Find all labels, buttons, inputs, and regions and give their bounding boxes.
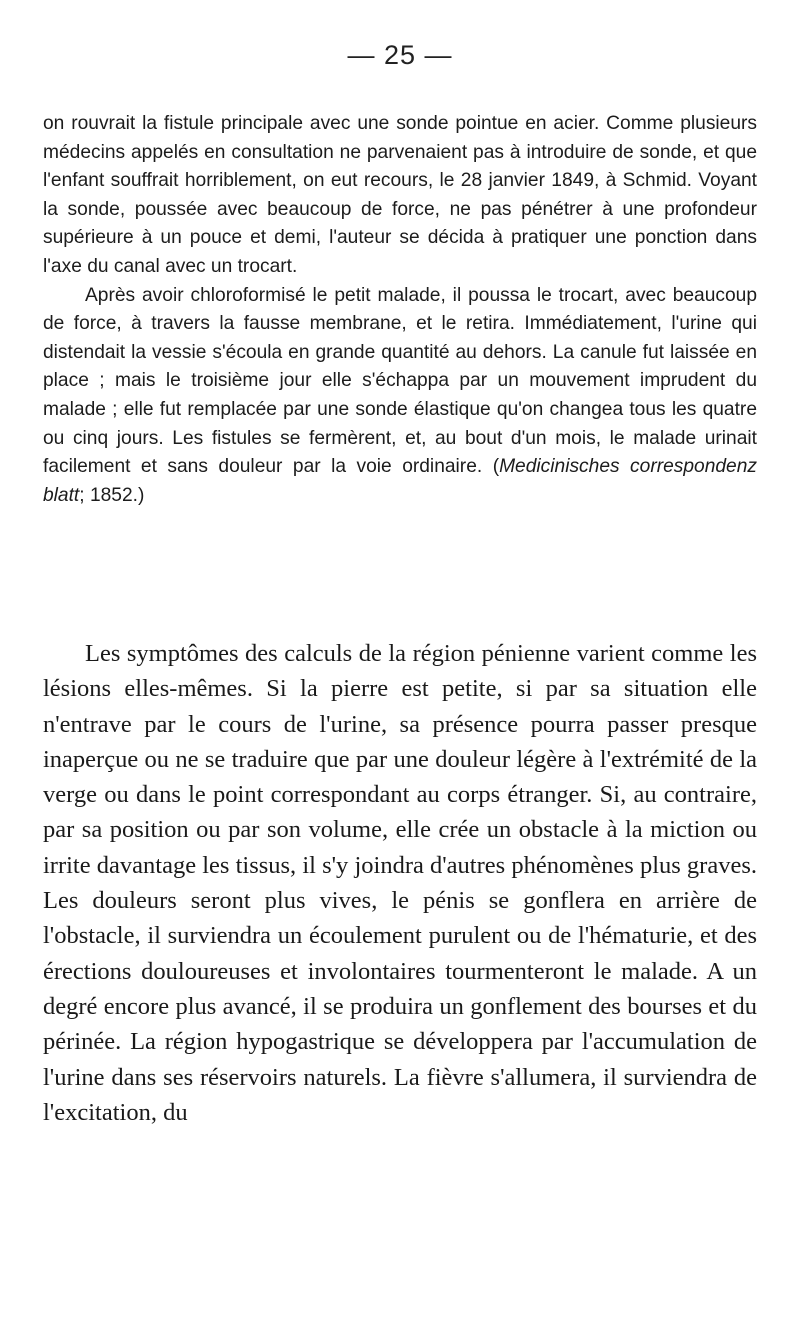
case-report-paragraph-2 [43,282,757,511]
citation-journal-title: Medicinisches correspondenz blatt [43,456,757,506]
case-report-block [43,110,757,510]
main-text-paragraph: Les symptômes des calculs de la région pénienne varient comme les lésions elles-mêmes. Si la pierre est petite, si par sa situation elle n'entrave par le cours de l'urine, sa présence pourra passer presque inaperçue ou ne se traduire que par une douleur légère à l'extrémité de la verge ou dans le point correspondant au corps étranger. Si, au contraire, par sa position ou par son volume, elle crée un obstacle à la miction ou irrite davantage les tissus, il s'y joindra d'autres phénomènes plus graves. Les douleurs seront plus vives, le pénis se gonflera en arrière de l'obstacle, il surviendra un écoulement purulent ou de l'hématurie, et des érections douloureuses et involontaires tourmenteront le malade. A un degré encore plus avancé, il se produira un gonflement des bourses et du périnée. La région hypogastrique se développera par l'accumulation de l'urine dans ses réservoirs naturels. La fièvre s'allumera, il surviendra de l'excitation, du [43,640,757,1126]
citation-open: ( [492,456,500,478]
page-number: — 25 — [347,40,453,70]
case-report-paragraph-2-text: Après avoir chloroformisé le petit malade, il poussa le trocart, avec beaucoup de force, à travers la fausse membrane, et le retira. Immédiatement, l'urine qui distendait la vessie s'écoula en grande quantité au dehors. La canule fut laissée en place ; mais le troisième jour elle s'échappa par un mouvement imprudent du malade ; elle fut remplacée par une sonde élastique qu'on changea tous les quatre ou cinq jours. Les fistules se fermèrent, et, au bout d'un mois, le malade urinait facilement et sans douleur par la voie ordinaire. [43,284,757,478]
citation-year: ; 1852.) [79,484,145,506]
case-report-paragraph: on rouvrait la fistule principale avec une sonde pointue en acier. Comme plusieurs médecins appelés en consultation ne parvenaient pas à introduire de sonde, et que l'enfant souffrait horriblement, on eut recours, le 28 janvier 1849, à Schmid. Voyant la sonde, poussée avec beaucoup de force, ne pas pénétrer à une profondeur supérieure à un pouce et demi, l'auteur se décida à pratiquer une ponction dans l'axe du canal avec un trocart. [43,113,757,277]
